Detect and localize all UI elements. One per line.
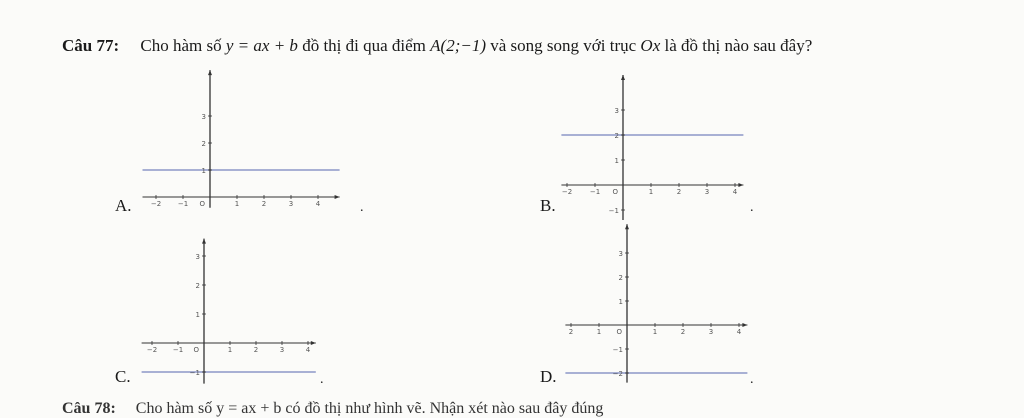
y-tick-label: 1 <box>195 311 200 319</box>
option-c-label[interactable]: C. <box>115 367 131 386</box>
question-78-text: Cho hàm số y = ax + b có đồ thị như hình vẽ. Nhận xét nào sau đây đúng <box>135 400 604 417</box>
option-a-dot: . <box>360 200 364 215</box>
question-suffix: và song song với trục <box>490 36 637 55</box>
y-tick-label: 2 <box>195 282 200 290</box>
x-tick-label: 2 <box>676 188 682 196</box>
x-tick-label: 4 <box>736 328 742 336</box>
axis-name: Ox <box>640 36 661 55</box>
y-tick-label: −1 <box>189 369 200 377</box>
question-77 <box>62 36 812 56</box>
y-axis-arrow <box>202 239 206 244</box>
x-tick-label: −1 <box>177 200 189 208</box>
x-tick-label: 1 <box>234 200 240 208</box>
x-tick-label: 4 <box>732 188 738 196</box>
y-tick-label: −1 <box>608 207 619 215</box>
x-tick-label: −1 <box>589 188 601 196</box>
question-78 <box>62 400 603 418</box>
question-78-number: Câu 78: <box>62 400 116 417</box>
x-axis-arrow <box>738 183 743 187</box>
y-tick-label: 3 <box>618 250 623 258</box>
x-axis-arrow <box>335 195 340 199</box>
option-c-graph[interactable] <box>140 235 330 383</box>
x-tick-label: 4 <box>315 200 321 208</box>
x-tick-label: 3 <box>288 200 294 208</box>
y-tick-label: 1 <box>614 157 619 165</box>
origin-label: O <box>199 200 205 208</box>
graph-svg-c <box>140 235 330 383</box>
x-tick-label: 2 <box>261 200 267 208</box>
y-tick-label: 2 <box>614 132 619 140</box>
y-tick-label: 3 <box>201 113 206 121</box>
x-tick-label: −2 <box>150 200 162 208</box>
question-ending: là đồ thị nào sau đây? <box>664 36 813 55</box>
x-tick-label: 2 <box>568 328 574 336</box>
x-tick-label: 3 <box>279 346 285 354</box>
point-a: A(2;−1) <box>430 36 486 55</box>
x-tick-label: 1 <box>227 346 233 354</box>
y-tick-label: 3 <box>614 107 619 115</box>
function-formula: y = ax + b <box>225 36 298 55</box>
x-tick-label: 2 <box>680 328 686 336</box>
origin-label: O <box>193 346 199 354</box>
x-tick-label: 3 <box>704 188 710 196</box>
x-tick-label: −2 <box>146 346 158 354</box>
origin-label: O <box>616 328 622 336</box>
y-axis-arrow <box>621 75 625 80</box>
option-b-graph[interactable] <box>561 72 755 220</box>
option-a-label[interactable]: A. <box>115 196 132 215</box>
y-tick-label: 2 <box>201 140 206 148</box>
x-tick-label: 4 <box>305 346 311 354</box>
x-tick-label: −1 <box>172 346 184 354</box>
question-middle: đồ thị đi qua điểm <box>302 36 426 55</box>
y-tick-label: 2 <box>618 274 623 282</box>
x-axis-arrow <box>311 341 316 345</box>
x-tick-label: 1 <box>652 328 658 336</box>
y-tick-label: 1 <box>618 298 623 306</box>
x-tick-label: −2 <box>561 188 573 196</box>
y-tick-label: −2 <box>612 370 623 378</box>
origin-label: O <box>612 188 618 196</box>
option-d-label[interactable]: D. <box>540 367 557 386</box>
x-tick-label: 1 <box>596 328 602 336</box>
x-tick-label: 1 <box>648 188 654 196</box>
x-tick-label: 2 <box>253 346 259 354</box>
question-prefix: Cho hàm số <box>140 36 222 55</box>
x-tick-label: 3 <box>708 328 714 336</box>
x-axis-arrow <box>742 323 747 327</box>
option-d-dot: . <box>750 372 754 387</box>
question-number: Câu 77: <box>62 36 120 55</box>
y-tick-label: −1 <box>612 346 623 354</box>
y-axis-arrow <box>208 70 212 75</box>
option-d-graph[interactable] <box>565 222 755 382</box>
y-tick-label: 1 <box>201 167 206 175</box>
option-b-label[interactable]: B. <box>540 196 556 215</box>
option-c-dot: . <box>320 372 324 387</box>
graph-svg-a <box>140 62 360 212</box>
y-tick-label: 3 <box>195 253 200 261</box>
option-b-dot: . <box>750 200 754 215</box>
graph-svg-d <box>565 222 755 382</box>
graph-svg-b <box>561 72 755 220</box>
y-axis-arrow <box>625 224 629 229</box>
option-a-graph[interactable] <box>140 62 360 212</box>
